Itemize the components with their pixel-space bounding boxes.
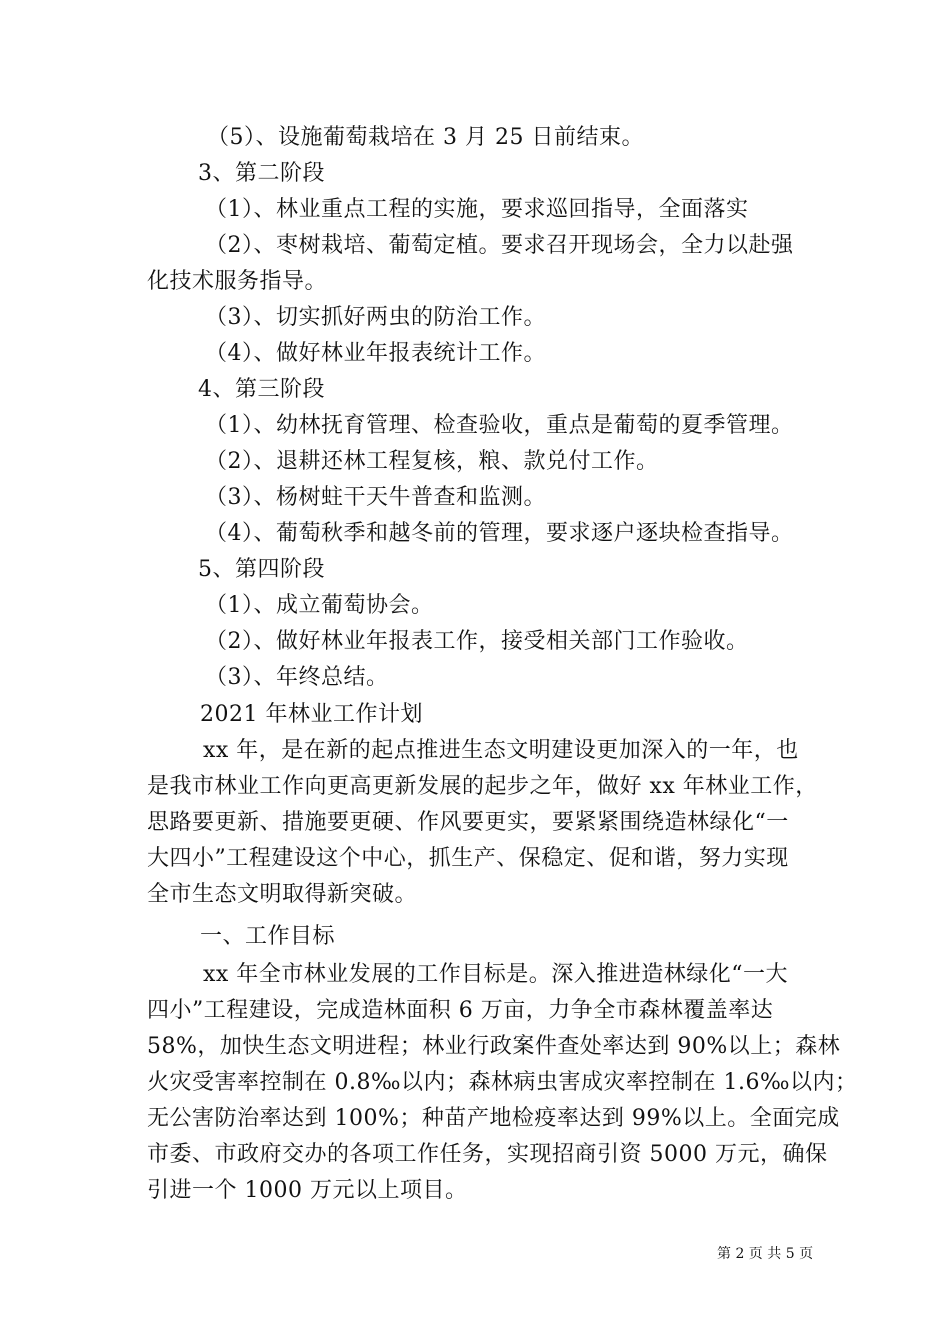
text-line: （1）、成立葡萄协会。	[205, 593, 434, 618]
page-number: 第 2 页 共 5 页	[717, 1246, 814, 1262]
paragraph-line: 无公害防治率达到 100%；种苗产地检疫率达到 99%以上。全面完成	[147, 1106, 840, 1131]
document-title: 2021 年林业工作计划	[200, 702, 423, 727]
text-line: （5）、设施葡萄栽培在 3 月 25 日前结束。	[207, 125, 644, 150]
text-line: （3）、切实抓好两虫的防治工作。	[205, 305, 546, 330]
paragraph-line: xx 年，是在新的起点推进生态文明建设更加深入的一年，也	[203, 738, 799, 763]
section-heading: 一、工作目标	[200, 924, 336, 949]
text-line: （2）、退耕还林工程复核，粮、款兑付工作。	[205, 449, 659, 474]
paragraph-line: 市委、市政府交办的各项工作任务，实现招商引资 5000 万元，确保	[147, 1142, 828, 1167]
paragraph-line: 四小”工程建设，完成造林面积 6 万亩，力争全市森林覆盖率达	[147, 998, 774, 1023]
text-line: （2）、做好林业年报表工作，接受相关部门工作验收。	[205, 629, 749, 654]
section-heading: 4、第三阶段	[198, 377, 325, 402]
paragraph-line: 引进一个 1000 万元以上项目。	[147, 1178, 468, 1203]
paragraph-line: 是我市林业工作向更高更新发展的起步之年，做好 xx 年林业工作，	[147, 774, 818, 799]
paragraph-line: 火灾受害率控制在 0.8‰以内；森林病虫害成灾率控制在 1.6‰以内；	[147, 1070, 858, 1095]
text-line: （4）、做好林业年报表统计工作。	[205, 341, 546, 366]
paragraph-line: 大四小”工程建设这个中心，抓生产、保稳定、促和谐，努力实现	[147, 846, 789, 871]
text-line: 化技术服务指导。	[147, 269, 328, 294]
text-line: （1）、幼林抚育管理、检查验收，重点是葡萄的夏季管理。	[205, 413, 794, 438]
section-heading: 5、第四阶段	[198, 557, 325, 582]
text-line: （1）、林业重点工程的实施，要求巡回指导，全面落实	[205, 197, 749, 222]
text-line: （3）、年终总结。	[205, 665, 389, 690]
paragraph-line: xx 年全市林业发展的工作目标是。深入推进造林绿化“一大	[203, 962, 789, 987]
text-line: （4）、葡萄秋季和越冬前的管理，要求逐户逐块检查指导。	[205, 521, 794, 546]
section-heading: 3、第二阶段	[198, 161, 325, 186]
paragraph-line: 全市生态文明取得新突破。	[147, 882, 418, 907]
text-line: （2）、枣树栽培、葡萄定植。要求召开现场会，全力以赴强	[205, 233, 794, 258]
paragraph-line: 58%，加快生态文明进程；林业行政案件查处率达到 90%以上；森林	[147, 1034, 841, 1059]
text-line: （3）、杨树蛀干天牛普查和监测。	[205, 485, 546, 510]
paragraph-line: 思路要更新、措施要更硬、作风要更实，要紧紧围绕造林绿化“一	[147, 810, 789, 835]
